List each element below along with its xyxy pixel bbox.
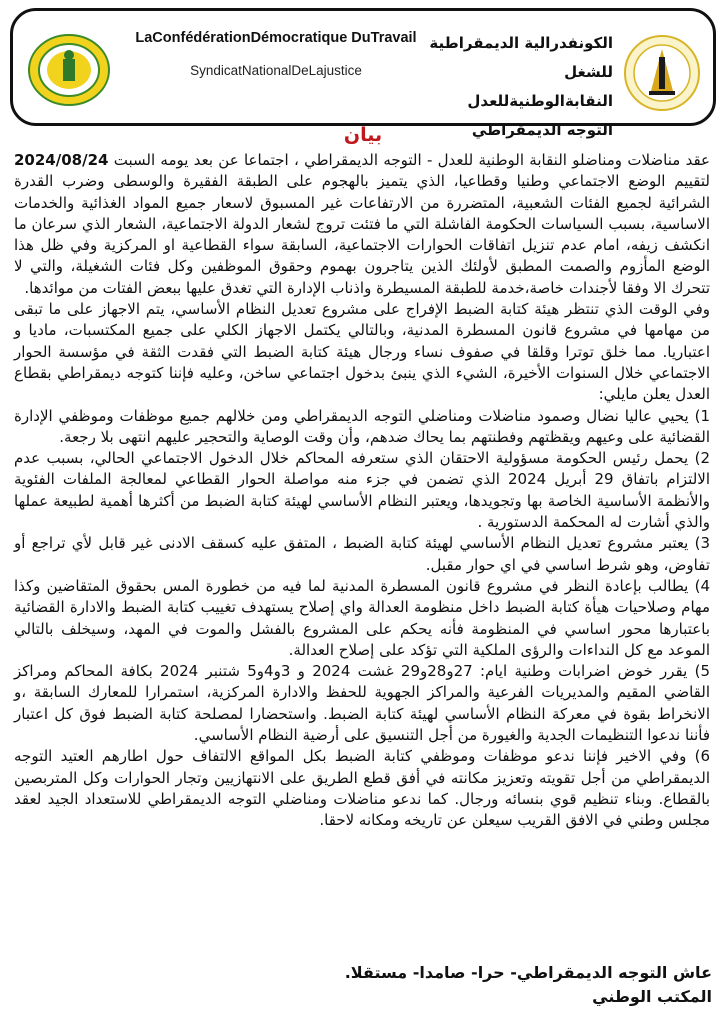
statement-body xyxy=(14,150,710,832)
demand-item-1: 1) يحيي عاليا نضال وصمود مناضلات ومناضلي التوجه الديمقراطي ومن خلالهم جميع موظفات وموظفي الإدارة القضائية على وعيهم ويقظتهم وفطنتهم بما يحاك ضدهم، وأن وقت الوصاية والتحجير عليهم انتهى بلا رجعة. xyxy=(14,406,710,446)
closing-slogan: عاش التوجه الديمقراطي- حرا- صامدا- مستقلا. xyxy=(344,963,712,982)
intro-text: عقد مناضلات ومناضلو النقابة الوطنية للعدل - التوجه الديمقراطي ، اجتماعا عن بعد يومه السبت xyxy=(113,151,710,169)
arabic-header-line3: التوجه الديمقراطي xyxy=(471,121,613,139)
demand-item-3: 3) يعتبر مشروع تعديل النظام الأساسي لهيئة كتابة الضبط ، المتفق عليه كسقف الادنى غير قابل لأي تراجع أو تفاوض، وهو شرط اساسي في اي حوار مقبل. xyxy=(14,534,710,574)
closing-block xyxy=(345,961,712,1009)
arabic-header-line2: النقابةالوطنيةللعدل xyxy=(467,92,613,110)
demand-item-6: 6) وفي الاخير فإننا ندعو موظفات وموظفي كتابة الضبط بكل المواقع الالتفاف حول اطارهم العتيد التوجه الديمقراطي من أجل تقويته وتعزيز مكانته في أفق قطع الطريق على الانتهازيين وتجار الحوارات وكل المتربصين بالقطاع. وبناء تنظيم قوي بنسائه ورجال. كما ندعو مناضلات ومناضلي التوجه الديمقراطي للاستعداد الجيد لعقد مجلس وطني في الافق القريب سيعلن عن تاريخه ومكانه لاحقا. xyxy=(14,747,710,830)
demand-item-5: 5) يقرر خوض اضرابات وطنية ايام: 27و28و29 غشت 2024 و 3و4و5 شتنبر 2024 بكافة المحاكم ومراكز القاضي المقيم والمديريات الفرعية والمراكز الجهوية للحفظ والادارة المركزية، استمرارا للمعارك السابقة ،و الانخراط بقوة في معركة النظام الأساسي لهيئة كتابة الضبط. واستحضارا لمصلحة كتابة الضبط فوق كل اعتبار فأننا ندعوا التنظيمات الجدية والغيورة من أجل التنسيق على أرضية النظام الأساسي. xyxy=(14,662,710,745)
snj-logo xyxy=(623,33,701,113)
signature: المكتب الوطني xyxy=(592,987,712,1006)
paragraph-context: وفي الوقت الذي تنتظر هيئة كتابة الضبط الإفراج على مشروع تعديل النظام الأساسي، يتم الاجهاز على ما تبقى من مهامها في مشروع قانون المسطرة المدنية، وبالتالي يكتمل الاجهاز الكلي على جميع المكتسبات، ماديا و اعتباريا. مما خلق توترا وقلقا في صفوف نساء ورجال هيئة كتابة الضبط التي فقدت الثقة في مؤسسة الحوار الاجتماعي خلال السنوات الأخيرة، الشيء الذي ينبئ بدخول اجتماعي ساخن، وعليه فإننا كتوجه ديمقراطي بقطاع العدل يعلن مايلي: xyxy=(14,300,710,404)
intro-rest: لتقييم الوضع الاجتماعي وطنيا وقطاعيا، الذي يتميز بالهجوم على الطبقة الفقيرة والوسطى وضرب القدرة الشرائية لجميع الفئات الشعبية، المتضررة من الارتفاعات غير المسبوق لاسعار جميع المواد الغذائية والخدمات الاساسية، بسبب السياسات الحكومة الفاشلة التي ما فتئت تروج لشعار الدولة الاجتماعية، الشعار الذي سرعان ما انكشف زيفه، امام عدم تنزيل اتفاقات الحوارات الاجتماعية، السابقة سواء القطاعية او المركزية وفي ظل هذا الوضع المأزوم والصمت المطبق لأولئك الذين يتاجرون بهموم وحقوق الموظفين وكل فئات الشغيلة، والتي لا تتحرك الا وفقا لأجندات خاصة،خدمة للطبقة المسيطرة واذناب الإدارة التي تغدق عليها ببعض الفتات من موائدها. xyxy=(14,172,710,297)
cdt-logo xyxy=(27,33,111,107)
french-title: LaConfédérationDémocratique DuTravail xyxy=(135,30,417,46)
demand-item-2: 2) يحمل رئيس الحكومة مسؤولية الاحتقان الذي ستعرفه المحاكم خلال الدخول الاجتماعي الحالي، بسبب عدم الالتزام باتفاق 29 أبريل 2024 الذي تضمن في جزء منه مواصلة الحوار القطاعي لمعالجة الملفات الفئوية والأنظمة الأساسية الخاصة بها وتجويدها، ويعتبر النظام الأساسي لهيئة كتابة الضبط من أكثرها أهمية لطبيعة عملها والذي أشارت له المحكمة الدستورية . xyxy=(14,449,710,532)
demand-item-4: 4) يطالب بإعادة النظر في مشروع قانون المسطرة المدنية لما فيه من خطورة المس بحقوق المتقاضين وكذا مهام وصلاحيات هيأة كتابة الضبط داخل منظومة العدالة واي إصلاح يستهدف تغييب كتابة الضبط والادارة القضائية باعتبارها محور اساسي في المنظومة فأنه يحكم على المشروع بالفشل والموت في المهد، وسيخلف بالتالي الموعد مع كل النداءات والرؤى الملكية التي تؤكد على إصلاح العدالة. xyxy=(14,576,710,659)
arabic-header-line1: الكونفدرالية الديمقراطية للشغل xyxy=(429,34,613,81)
meeting-date: 2024/08/24 xyxy=(14,151,109,169)
french-subtitle: SyndicatNationalDeLajustice xyxy=(190,63,362,78)
paragraph-intro xyxy=(14,150,710,299)
document-title: بيان xyxy=(343,124,383,146)
french-header xyxy=(131,29,421,78)
